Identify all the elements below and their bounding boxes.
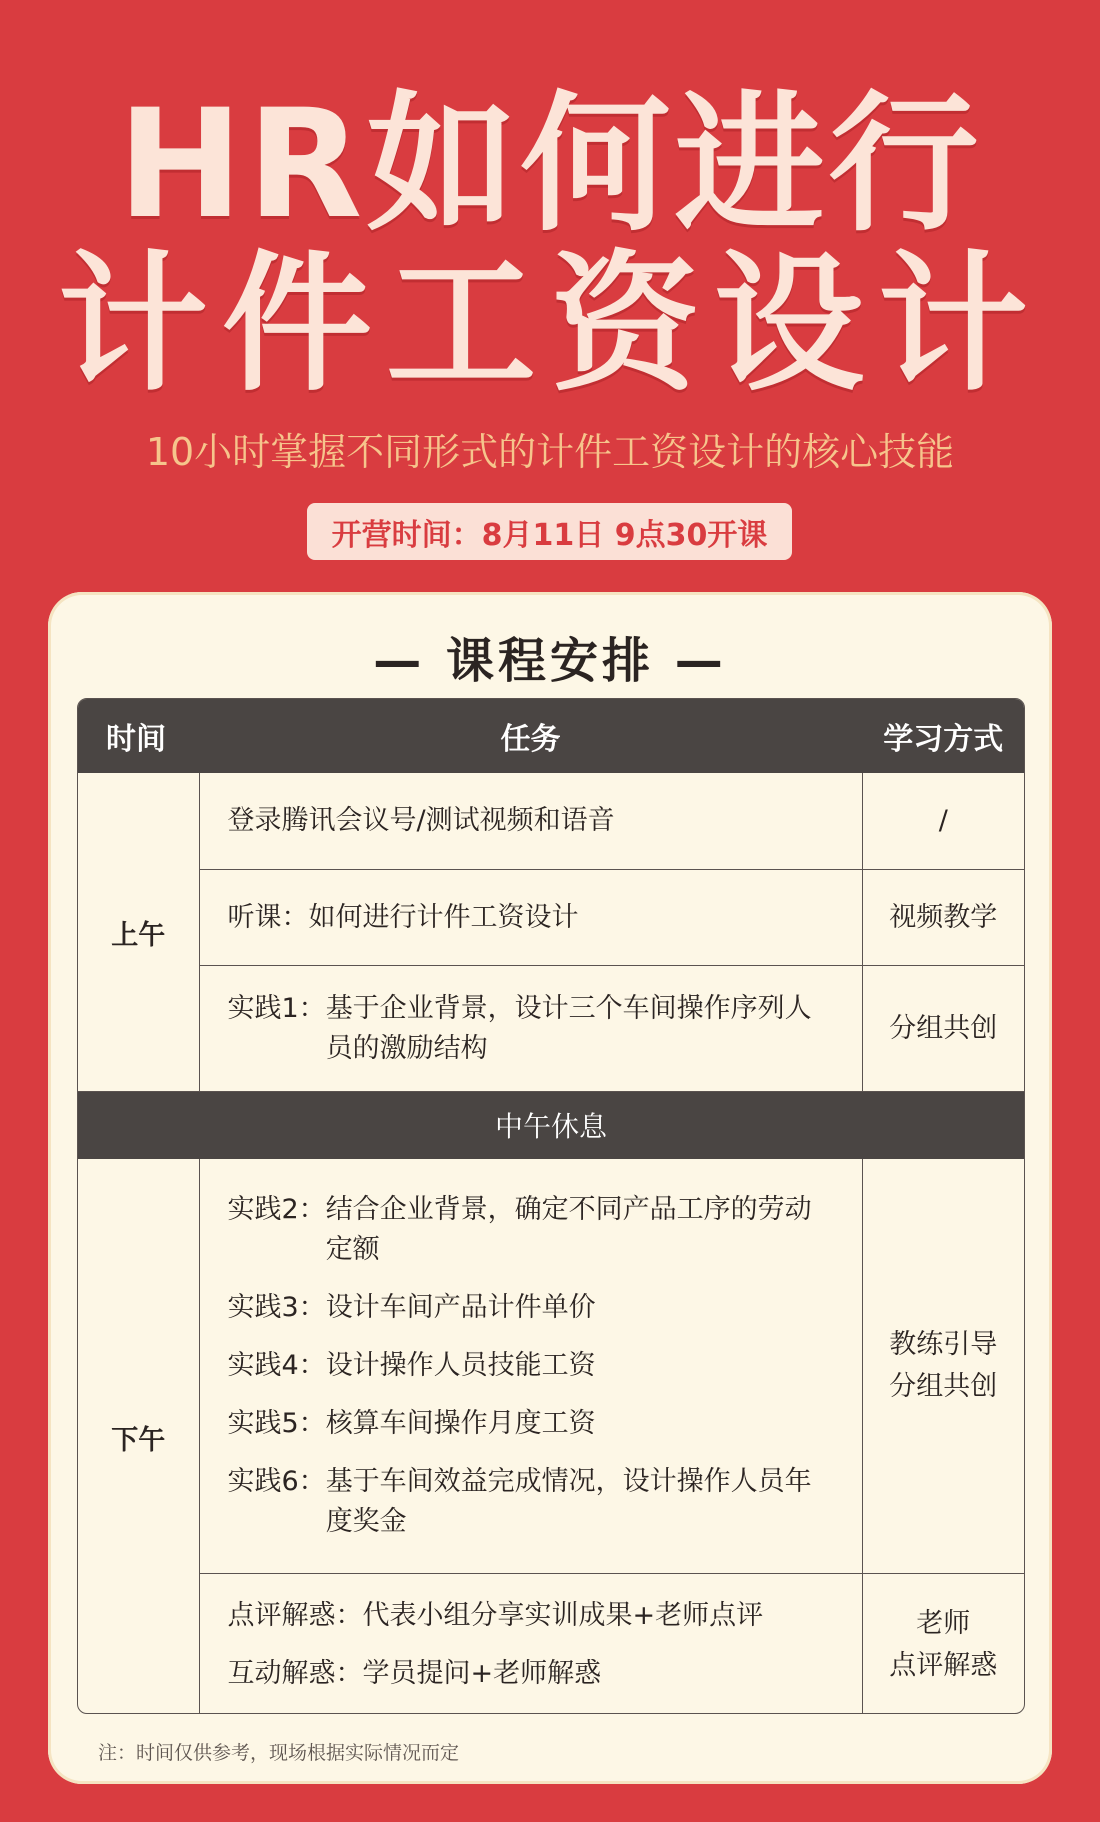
section-title: — 课程安排 — bbox=[373, 633, 727, 689]
practice-list bbox=[228, 1190, 834, 1542]
schedule-panel bbox=[48, 592, 1052, 1784]
table-row bbox=[78, 966, 1024, 1092]
practice-text: 基于企业背景，设计三个车间操作序列人员的激励结构 bbox=[325, 992, 812, 1064]
review-text: 学员提问+老师解惑 bbox=[362, 1658, 602, 1690]
schedule-table bbox=[77, 698, 1025, 1714]
mode-cell bbox=[862, 1574, 1024, 1715]
practice-label: 实践1： bbox=[227, 992, 326, 1024]
mode-line: 老师 bbox=[916, 1608, 971, 1640]
table-header-row bbox=[78, 699, 1024, 773]
mode-cell: 视频教学 bbox=[862, 870, 1024, 966]
practice-label: 实践6： bbox=[227, 1466, 326, 1497]
mode-line: 分组共创 bbox=[889, 1371, 998, 1402]
period-afternoon: 下午 bbox=[78, 1159, 199, 1715]
review-label: 点评解惑： bbox=[227, 1600, 363, 1632]
task-cell: 登录腾讯会议号/测试视频和语音 bbox=[199, 773, 862, 870]
practice-item bbox=[228, 989, 834, 1069]
practice-label: 实践3： bbox=[227, 1292, 326, 1323]
practice-text: 核算车间操作月度工资 bbox=[325, 1408, 596, 1439]
practice-label: 实践5： bbox=[227, 1408, 326, 1439]
footnote: 注：时间仅供参考，现场根据实际情况而定 bbox=[98, 1742, 460, 1764]
practice-item bbox=[228, 1288, 834, 1328]
period-morning: 上午 bbox=[78, 773, 199, 1092]
header-mode: 学习方式 bbox=[862, 699, 1024, 773]
mode-line: 教练引导 bbox=[889, 1329, 998, 1360]
review-item bbox=[228, 1654, 834, 1694]
practice-item bbox=[228, 1462, 834, 1542]
review-item bbox=[228, 1596, 834, 1636]
mode-cell: 分组共创 bbox=[862, 966, 1024, 1092]
header-time: 时间 bbox=[78, 699, 199, 773]
review-label: 互动解惑： bbox=[227, 1658, 363, 1690]
practice-text: 设计车间产品计件单价 bbox=[325, 1292, 596, 1323]
hero-title-line1: HR如何进行 bbox=[117, 78, 983, 252]
mode-line: 点评解惑 bbox=[889, 1650, 998, 1682]
header-task: 任务 bbox=[199, 699, 862, 773]
practice-item bbox=[228, 1404, 834, 1444]
table-row bbox=[78, 1574, 1024, 1715]
noon-break-row bbox=[78, 1092, 1024, 1159]
practice-label: 实践4： bbox=[227, 1350, 326, 1381]
practice-label: 实践2： bbox=[227, 1194, 326, 1225]
table-row bbox=[78, 1159, 1024, 1574]
review-list bbox=[228, 1596, 834, 1694]
practice-text: 设计操作人员技能工资 bbox=[325, 1350, 596, 1381]
hero-title-line2: 计件工资设计 bbox=[57, 238, 1042, 412]
mode-cell: / bbox=[862, 773, 1024, 870]
noon-break-label: 中午休息 bbox=[78, 1092, 1024, 1159]
review-text: 代表小组分享实训成果+老师点评 bbox=[362, 1600, 764, 1632]
task-cell: 听课：如何进行计件工资设计 bbox=[199, 870, 862, 966]
task-cell bbox=[199, 966, 862, 1092]
practice-item bbox=[228, 1190, 834, 1270]
task-cell bbox=[199, 1574, 862, 1715]
practice-text: 基于车间效益完成情况，设计操作人员年度奖金 bbox=[325, 1466, 812, 1537]
task-cell bbox=[199, 1159, 862, 1574]
mode-cell bbox=[862, 1159, 1024, 1574]
table-row bbox=[78, 870, 1024, 966]
hero-subtitle: 10小时掌握不同形式的计件工资设计的核心技能 bbox=[145, 430, 955, 474]
practice-text: 结合企业背景，确定不同产品工序的劳动定额 bbox=[325, 1194, 812, 1265]
start-time-badge: 开营时间：8月11日 9点30开课 bbox=[307, 503, 792, 560]
table-row bbox=[78, 773, 1024, 870]
practice-item bbox=[228, 1346, 834, 1386]
